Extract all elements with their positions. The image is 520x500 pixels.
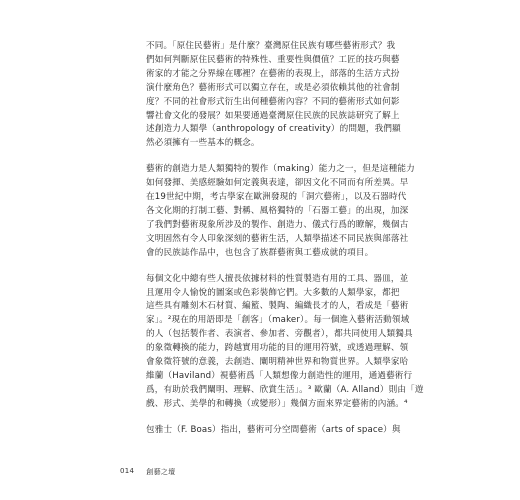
text-line: 不同。「原住民藝術」是什麼？臺灣原住民族有哪些藝術形式？我 — [146, 41, 396, 51]
text-line: 且運用令人愉悅的圖案或色彩裝飾它們。大多數的人類學家，都把 — [146, 287, 400, 298]
text-line: 了我們對藝術現象所涉及的製作、創造力、儀式行爲的瞭解，幾個古 — [146, 219, 409, 230]
text-line: 們如何判斷原住民藝術的特殊性、重要性與價值？工匠的技巧與藝 — [146, 54, 400, 65]
text-line: 在19世紀中期，考古學家在歐洲發現的「洞穴藝術」，以及石器時代 — [146, 192, 407, 203]
text-line: 每個文化中總有些人擅長依據材料的性質製造有用的工具、器皿，並 — [146, 273, 409, 284]
text-line: 演什麼角色？藝術形式可以獨立存在，或是必須依賴其他的社會制 — [146, 82, 400, 93]
text-line: 包雅士（F. Boas）指出，藝術可分空間藝術（arts of space）與 — [146, 424, 401, 435]
text-line: 術家的才能之分界線在哪裡？在藝術的表現上，部落的生活方式扮 — [146, 68, 400, 79]
running-title: 創藝之壇 — [146, 468, 176, 476]
text-line: 的象徵轉換的能力，跨越實用功能的目的運用符號，或透過理解、領 — [146, 343, 409, 354]
text-line: 的人（包括製作者、表演者、參加者、旁觀者），都共同使用人類獨具 — [146, 329, 413, 340]
text-line: 然必須擁有一些基本的概念。 — [146, 138, 260, 149]
text-line: 如何發揮、美感經驗如何定義與表達，卻因文化不同而有所差異。早 — [146, 178, 409, 189]
paragraph-4 — [146, 424, 401, 438]
text-line: 響社會文化的發展？如果要通過臺灣原住民族的民族誌研究了解上 — [146, 110, 400, 121]
text-line: 度？不同的社會形式衍生出何種藝術內容？不同的藝術形式如何影 — [146, 96, 400, 107]
text-line: 爲，有助於我們闡明、理解、欣賞生活」。³ 歐蘭（A. Alland）則由「遊 — [146, 384, 424, 395]
text-line: 戲、形式、美學的和轉換（或變形）」幾個方面來界定藝術的內涵。⁴ — [146, 398, 408, 409]
text-line: 藝術的創造力是人類獨特的製作（making）能力之一，但是這種能力 — [146, 164, 415, 175]
text-line: 會象徵符號的意義，去創造、闡明精神世界和物質世界。人類學家哈 — [146, 357, 409, 368]
text-line: 文明固然有令人印象深刻的藝術生活，人類學描述不同民族與部落社 — [146, 233, 409, 244]
text-line: 會的民族誌作品中，也包含了族群藝術與工藝成就的項目。 — [146, 247, 374, 258]
body-text — [146, 40, 424, 438]
page-number: 014 — [120, 467, 135, 475]
text-line: 維蘭（Haviland）視藝術爲「人類想像力創造性的運用，通過藝術行 — [146, 370, 413, 381]
paragraph-2 — [146, 163, 415, 260]
text-line: 述創造力人類學（anthropology of creativity）的問題，我們顯 — [146, 124, 401, 135]
text-line: 家」。²現在的用語即是「創客」（maker）。每一個進入藝術活動領域 — [146, 315, 410, 326]
paragraph-1 — [146, 40, 401, 151]
text-line: 各文化期的打制工藝、對稱、風格獨特的「石器工藝」的出現，加深 — [146, 205, 409, 216]
paragraph-3 — [146, 273, 424, 412]
text-line: 這些具有雕刻木石材質、編籃、製陶、編織長才的人，看成是「藝術 — [146, 301, 409, 312]
page-footer — [120, 467, 175, 477]
